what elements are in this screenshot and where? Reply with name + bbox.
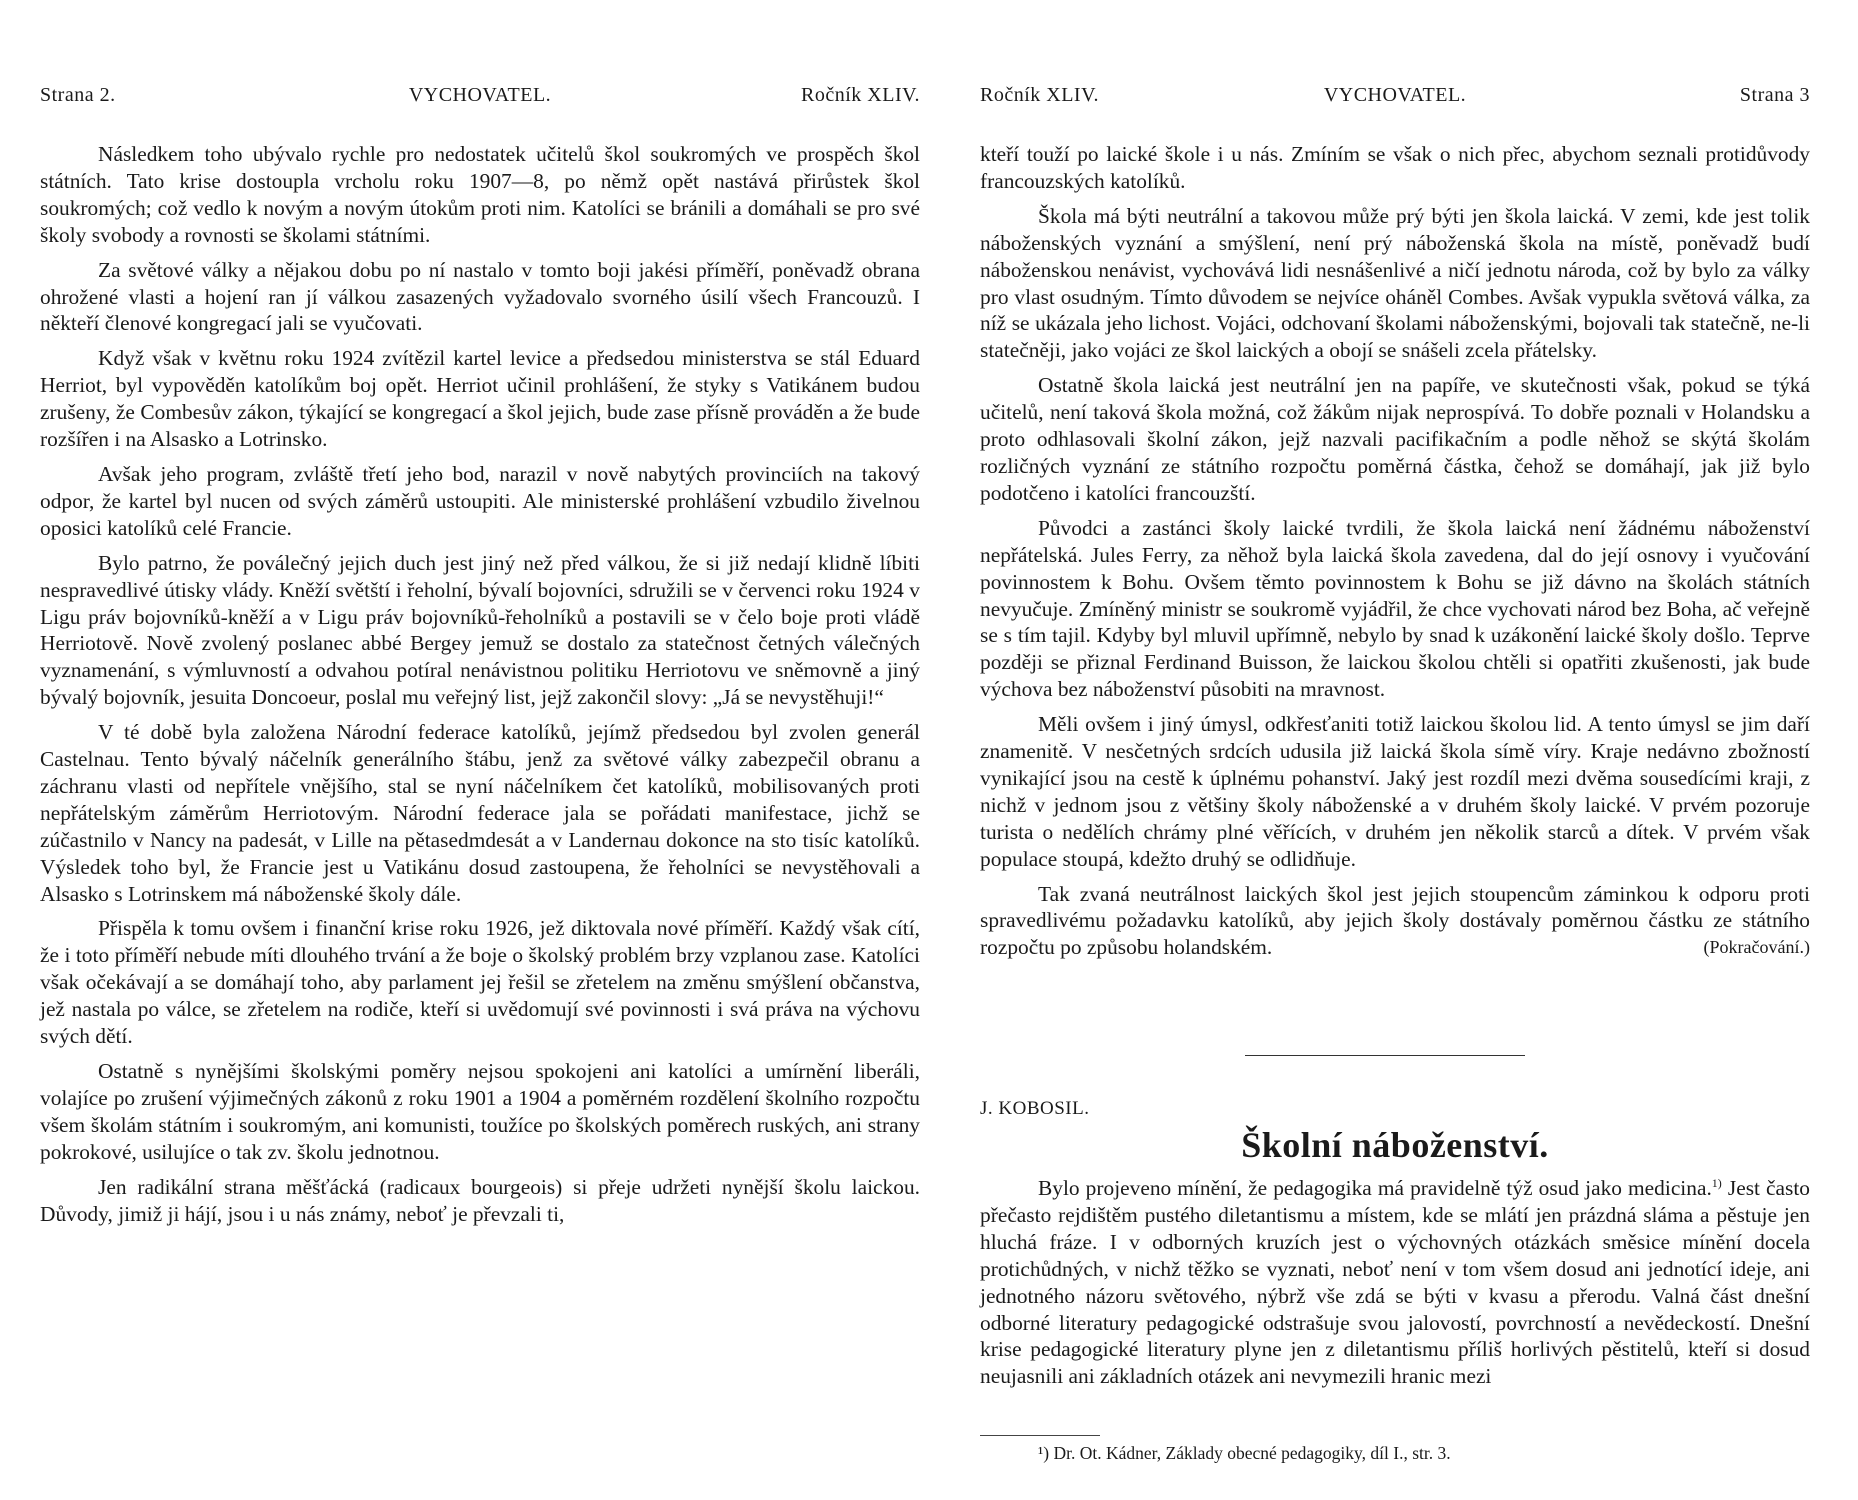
- page-number: Strana 3: [1739, 84, 1810, 106]
- footnote-rule: [980, 1435, 1100, 1436]
- footnote-marker: 1): [1711, 1175, 1722, 1190]
- right-body: [980, 141, 1810, 969]
- paragraph: Za světové války a nějakou dobu po ní nastalo v tomto boji jakési příměří, poněvadž obrana ohrožené vlasti a hojení ran jí válkou zasazených vyžadovalo svorného úsilí všech Francouzů. I někteří členové kongregací jali se vyučovati.: [40, 257, 920, 336]
- paragraph: Když však v květnu roku 1924 zvítězil kartel levice a předsedou ministerstva se stál Eduard Herriot, byl vypověděn katolíkům boj opět. Herriot učinil prohlášení, že styky s Vatikánem budou zrušeny, že Combesův zákon, týkající se kongregací a škol jejich, bude zase přísně prováděn a že bude rozšířen i na Alsasko a Lotrinsko.: [40, 346, 920, 452]
- continuation-paragraph: kteří touží po laické škole i u nás. Zmíním se však o nich přec, abychom seznali protidůvody francouzských katolíků.: [980, 142, 1810, 193]
- journal-title: VYCHOVATEL.: [1323, 84, 1467, 106]
- running-head: [980, 84, 1810, 112]
- continued-note: (Pokračování.): [1703, 937, 1810, 958]
- volume-label: Ročník XLIV.: [801, 84, 920, 106]
- paragraph: Následkem toho ubývalo rychle pro nedostatek učitelů škol soukromých ve prospěch škol státních. Tato krise dostoupla vrcholu roku 1907—8, po němž opět nastává přirůstek škol soukromých; což vedlo k novým a novým útokům proti nim. Katolíci se bránili a domáhali se pro své školy svobody a rovnosti se školami státními.: [40, 142, 920, 247]
- volume-label: Ročník XLIV.: [980, 84, 1099, 106]
- footnote: ¹) Dr. Ot. Kádner, Základy obecné pedagogiky, díl I., str. 3.: [1038, 1443, 1451, 1463]
- article-author: J. KOBOSIL.: [980, 1098, 1090, 1119]
- paragraph: Měli ovšem i jiný úmysl, odkřesťaniti totiž laickou školou lid. A tento úmysl se jim daří znamenitě. V nesčetných srdcích udusila již laická škola símě víry. Kraje nedávno zbožností vynikající jsou na cestě k úplnému pohanství. Jaký jest rozdíl mezi dvěma sousedícími kraji, z nichž v jednom jsou z většiny školy náboženské a v druhém školy laické. V prvém pozoruje turista o nedělích chrámy plné věřících, v druhém jen několik starců a dítek. V prvém však populace stoupá, kdežto druhý se odlidňuje.: [980, 712, 1810, 871]
- paragraph: Původci a zastánci školy laické tvrdili, že škola laická není žádnému náboženství nepřátelská. Jules Ferry, za něhož byla laická škola zavedena, dal do její osnovy i vyučování povinnostem k Bohu. Ovšem těmto povinnostem k Bohu se již dávno na školách státních nevyučuje. Zmíněný ministr se soukromě vyjádřil, že chce vychovati národ bez Boha, ač veřejně se s tím tajil. Kdyby byl mluvil upřímně, nebylo by snad k uzákonění laické školy došlo. Teprve později se přiznal Ferdinand Buisson, že laickou školou chtěli si opatřiti zkušenosti, jak bude výchova bez náboženství působiti na mravnost.: [980, 515, 1810, 702]
- paragraph: Bylo patrno, že poválečný jejich duch jest jiný než před válkou, že si již nedají klidně líbiti nespravedlivé útisky vlády. Kněží světští i řeholní, bývalí bojovníci, sdružili se v červenci roku 1924 v Ligu práv bojovníků-kněží a v Ligu práv bojovníků-řeholníků a postavili se v čelo boje proti vládě Herriotově. Nově zvolený poslanec abbé Bergey jemuž se dostalo za statečnost četných válečných vyznamenání, s výmluvností a odvahou potíral nenávistnou politiku Herriotovu ve sněmovně a jiný bývalý bojovník, jesuita Doncoeur, poslal mu veřejný list, jejž zakončil slovy: „Já se nevystěhuji!“: [40, 550, 920, 710]
- paragraph-text: Jest často přečasto rejdištěm pustého diletantismu a místem, kde se mlátí jen prázdná sláma a pěstuje jen hluchá fráze. I v odborných kruzích jest o výchovných otázkách směsice mínění docela protichůdných, v nichž těžko se vyznati, neboť není v tom všem dosud ani jednotící ideje, ani jednotného názoru světového, nýbrž vše zdá se býti v kvasu a přerodu. Valná část dnešní odborné literatury pedagogické odstrašuje svou jalovostí, povrchností a nevědeckostí. Dnešní krise pedagogické literatury plyne jen z diletantismu příliš horlivých pěstitelů, kteří si dosud neujasnili ani základních otázek ani nevymezili hranic mezi: [980, 1176, 1810, 1389]
- journal-title: VYCHOVATEL.: [408, 84, 552, 106]
- paragraph-text: Tak zvaná neutrálnost laických škol jest jejich stoupencům záminkou k odporu proti spravedlivému požadavku katolíků, aby jejich školy dostávaly poměrnou částku ze státního rozpočtu po způsobu holandském.: [980, 881, 1810, 960]
- paragraph: Jen radikální strana měšťácká (radicaux bourgeois) si přeje udržeti nynější školu laickou. Důvody, jimiž ji hájí, jsou i u nás známy, neboť je převzali ti,: [40, 1174, 920, 1226]
- paragraph: Škola má býti neutrální a takovou může prý býti jen škola laická. V zemi, kde jest tolik náboženských vyznání a smýšlení, není prý náboženská škola na místě, poněvadž budí náboženskou nenávist, vychovává lidi nesnášenlivé a ničí jednotu národa, což by bylo za války pro vlast osudným. Tímto důvodem se nejvíce oháněl Combes. Avšak vypukla světová válka, za níž se ukázala jeho lichost. Vojáci, odchovaní školami náboženskými, bojovali tak statečně, ne-li statečněji, jako vojáci ze škol laických a obojí se snášeli zcela přátelsky.: [980, 203, 1810, 363]
- page-number: Strana 2.: [40, 84, 116, 106]
- section-divider: [1245, 1055, 1525, 1056]
- article-body: [980, 1175, 1810, 1390]
- paragraph: [980, 881, 1810, 962]
- article-title: Školní náboženství.: [1241, 1125, 1549, 1165]
- right-page: [980, 0, 1810, 1500]
- paragraph: Ostatně s nynějšími školskými poměry nejsou spokojeni ani katolíci a umírnění liberáli, volajíce po zrušení výjimečných zákonů z roku 1901 a 1904 a poměrném rozdělení školního rozpočtu všem školám státním i soukromým, ani komunisti, toužíce po školských poměrech ruských, ani strany pokrokové, usilujíce o tak zv. školu jednotnou.: [40, 1059, 920, 1164]
- paragraph-text: Bylo projeveno mínění, že pedagogika má pravidelně týž osud jako medicina.: [1038, 1176, 1712, 1200]
- left-body: [40, 141, 920, 1235]
- paragraph: V té době byla založena Národní federace katolíků, jejímž předsedou byl zvolen generál Castelnau. Tento bývalý náčelník generálního štábu, jenž za světové války zabezpečil obranu a záchranu vlasti od nepřítele vnějšího, stal se nyní náčelníkem čet katolíků, mobilisovaných proti nepřátelským záměrům Herriotovým. Národní federace jala se pořádati manifestace, jichž se zúčastnilo v Nancy na padesát, v Lille na pětasedmdesát a v Landernau dokonce na sto tisíc katolíků. Výsledek toho byl, že Francie jest u Vatikánu dosud zastoupena, že řeholníci se nevystěhovali a Alsasko s Lotrinskem má náboženské školy dále.: [40, 720, 920, 906]
- paragraph: [980, 1175, 1810, 1390]
- paragraph: Přispěla k tomu ovšem i finanční krise roku 1926, jež diktovala nové příměří. Každý však cítí, že i toto příměří nebude míti dlouhého trvání a že boje o školský problém brzy vzplanou zase. Katolíci však očekávají a se domáhají toho, aby parlament jej řešil se zřetelem na změnu smýšlení občanstva, jež nastala po válce, se zřetelem na rodiče, kteří si uvědomují své povinnosti i svá práva na výchovu svých dětí.: [40, 916, 920, 1049]
- running-head: [40, 84, 920, 112]
- paragraph: Ostatně škola laická jest neutrální jen na papíře, ve skutečnosti však, pokud se týká učitelů, není taková škola možná, což žákům nijak neprospívá. To dobře poznali v Holandsku a proto odhlasovali školní zákon, jejž nazvali pacifikačním a podle něhož se skýtá školám rozličných vyznání ze státního rozpočtu poměrná částka, čehož se domáhají, jak již bylo podotčeno i katolíci francouzští.: [980, 373, 1810, 505]
- paragraph: Avšak jeho program, zvláště třetí jeho bod, narazil v nově nabytých provinciích na takový odpor, že kartel byl nucen od svých záměrů ustoupiti. Ale ministerské prohlášení vzbudilo živelnou oposici katolíků celé Francie.: [40, 461, 920, 540]
- left-page: [40, 0, 920, 1500]
